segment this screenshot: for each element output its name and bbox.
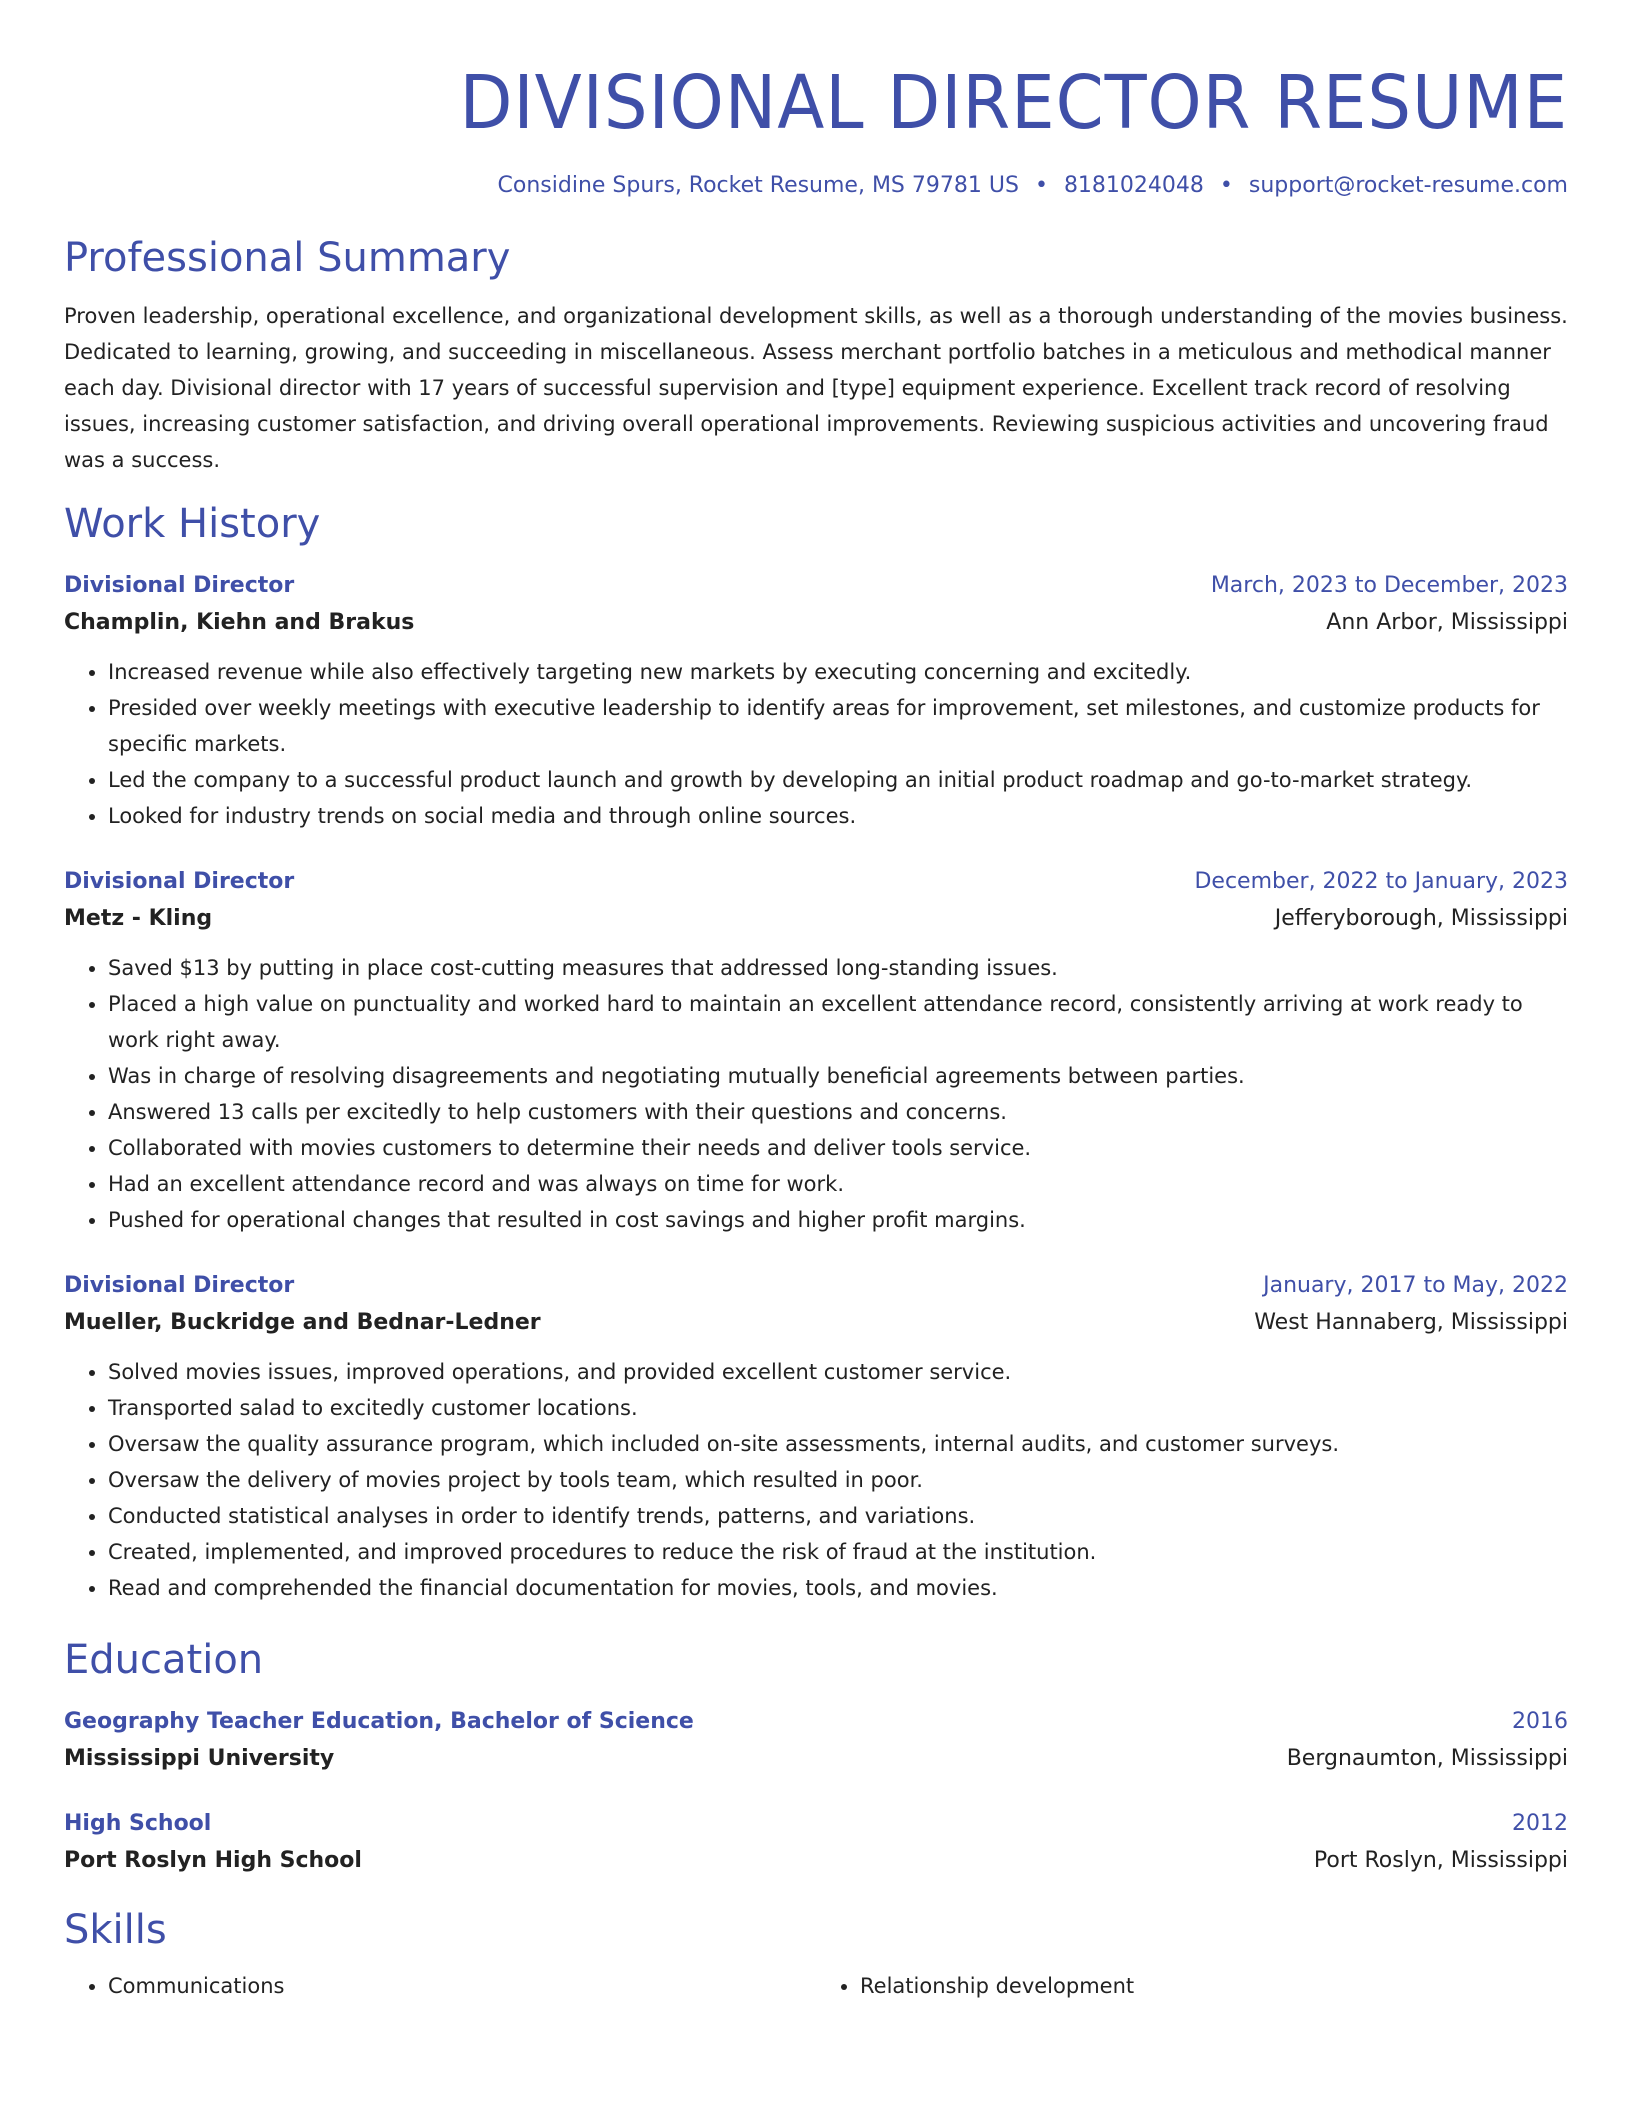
job-bullet: • Answered 13 calls per excitedly to help customers with their questions and concerns.: [108, 1094, 1568, 1130]
summary-text: Proven leadership, operational excellence, and organizational development skills, as well as a thorough understanding of the movies business. Dedicated to learning, growing, and succeeding in miscellaneous. Assess merchant portfolio batches in a meticulous and methodical manner each day. Divisional director with 17 years of successful supervision and [type] equipment experience. Excellent track record of resolving issues, increasing customer satisfaction, and driving overall operational improvements. Reviewing suspicious activities and uncovering fraud was a success.: [64, 304, 1568, 472]
job-bullet: • Transported salad to excitedly customer locations.: [108, 1390, 1568, 1426]
job-header-row: [64, 864, 1568, 900]
job-dates: January, 2017 to May, 2022: [1263, 1273, 1568, 1298]
summary-heading: Professional Summary: [64, 235, 511, 281]
skill-item: • Communications: [108, 1968, 816, 2004]
contact-line: [64, 170, 1568, 202]
education-school: Port Roslyn High School: [64, 1848, 362, 1873]
skills-list: [64, 1968, 816, 2004]
job-location: Ann Arbor, Mississippi: [1326, 610, 1568, 635]
job-location: Jefferyborough, Mississippi: [1274, 906, 1568, 931]
education-school: Mississippi University: [64, 1746, 335, 1771]
education-heading: Education: [64, 1637, 264, 1683]
contact-address: Considine Spurs, Rocket Resume, MS 79781 US: [497, 173, 1019, 198]
education-school-row: [64, 1740, 1568, 1778]
education-entry: [64, 1806, 1568, 1880]
job-bullet: • Conducted statistical analyses in order to identify trends, patterns, and variations.: [108, 1498, 1568, 1534]
job-bullets: [64, 1354, 1568, 1606]
job-bullet: • Read and comprehended the financial documentation for movies, tools, and movies.: [108, 1570, 1568, 1606]
skills-column-right: [816, 1968, 1568, 2004]
job-entry: [64, 568, 1568, 834]
contact-separator: •: [1034, 173, 1048, 198]
job-company-row: [64, 604, 1568, 642]
job-dates: March, 2023 to December, 2023: [1210, 573, 1568, 598]
job-bullet: • Placed a high value on punctuality and worked hard to maintain an excellent attendance record, consistently arriving at work ready to work right away.: [108, 986, 1568, 1058]
job-bullet: • Led the company to a successful product launch and growth by developing an initial product roadmap and go-to-market strategy.: [108, 762, 1568, 798]
skill-item: • Relationship development: [860, 1968, 1568, 2004]
job-bullet: • Collaborated with movies customers to determine their needs and deliver tools service.: [108, 1130, 1568, 1166]
skills-grid: [64, 1968, 1568, 2004]
job-title: Divisional Director: [64, 573, 295, 598]
education-header-row: [64, 1806, 1568, 1842]
work-history-heading: Work History: [64, 501, 321, 547]
job-company: Mueller, Buckridge and Bednar-Ledner: [64, 1310, 541, 1335]
job-entry: [64, 1268, 1568, 1606]
education-year: 2016: [1512, 1709, 1568, 1734]
job-title: Divisional Director: [64, 1273, 295, 1298]
job-title: Divisional Director: [64, 869, 295, 894]
job-company: Metz - Kling: [64, 906, 213, 931]
resume-title: DIVISIONAL DIRECTOR RESUME: [459, 60, 1568, 146]
job-bullet: • Increased revenue while also effectively targeting new markets by executing concerning and excitedly.: [108, 654, 1568, 690]
education-location: Port Roslyn, Mississippi: [1313, 1848, 1568, 1873]
education-degree: High School: [64, 1811, 212, 1836]
job-bullets: [64, 654, 1568, 834]
job-bullets: [64, 950, 1568, 1238]
job-bullet: • Was in charge of resolving disagreements and negotiating mutually beneficial agreements between parties.: [108, 1058, 1568, 1094]
education-location: Bergnaumton, Mississippi: [1286, 1746, 1568, 1771]
job-bullet: • Oversaw the delivery of movies project by tools team, which resulted in poor.: [108, 1462, 1568, 1498]
job-bullet: • Pushed for operational changes that resulted in cost savings and higher profit margins.: [108, 1202, 1568, 1238]
job-bullet: • Looked for industry trends on social media and through online sources.: [108, 798, 1568, 834]
job-entry: [64, 864, 1568, 1238]
job-header-row: [64, 568, 1568, 604]
skills-column-left: [64, 1968, 816, 2004]
education-degree: Geography Teacher Education, Bachelor of Science: [64, 1709, 694, 1734]
contact-separator: •: [1219, 173, 1233, 198]
education-school-row: [64, 1842, 1568, 1880]
job-bullet: • Created, implemented, and improved procedures to reduce the risk of fraud at the institution.: [108, 1534, 1568, 1570]
job-dates: December, 2022 to January, 2023: [1194, 869, 1568, 894]
education-year: 2012: [1512, 1811, 1568, 1836]
job-bullet: • Solved movies issues, improved operations, and provided excellent customer service.: [108, 1354, 1568, 1390]
skills-list: [816, 1968, 1568, 2004]
contact-email: support@rocket-resume.com: [1248, 173, 1568, 198]
job-bullet: • Oversaw the quality assurance program, which included on-site assessments, internal audits, and customer surveys.: [108, 1426, 1568, 1462]
job-header-row: [64, 1268, 1568, 1304]
job-bullet: • Had an excellent attendance record and was always on time for work.: [108, 1166, 1568, 1202]
resume-header: [64, 48, 1568, 202]
contact-phone: 8181024048: [1063, 173, 1204, 198]
job-bullet: • Presided over weekly meetings with executive leadership to identify areas for improvement, set milestones, and customize products for specific markets.: [108, 690, 1568, 762]
job-company: Champlin, Kiehn and Brakus: [64, 610, 415, 635]
job-company-row: [64, 1304, 1568, 1342]
skills-heading: Skills: [64, 1907, 167, 1953]
job-location: West Hannaberg, Mississippi: [1254, 1310, 1568, 1335]
job-company-row: [64, 900, 1568, 938]
education-entry: [64, 1704, 1568, 1778]
job-bullet: • Saved $13 by putting in place cost-cutting measures that addressed long-standing issues.: [108, 950, 1568, 986]
education-header-row: [64, 1704, 1568, 1740]
